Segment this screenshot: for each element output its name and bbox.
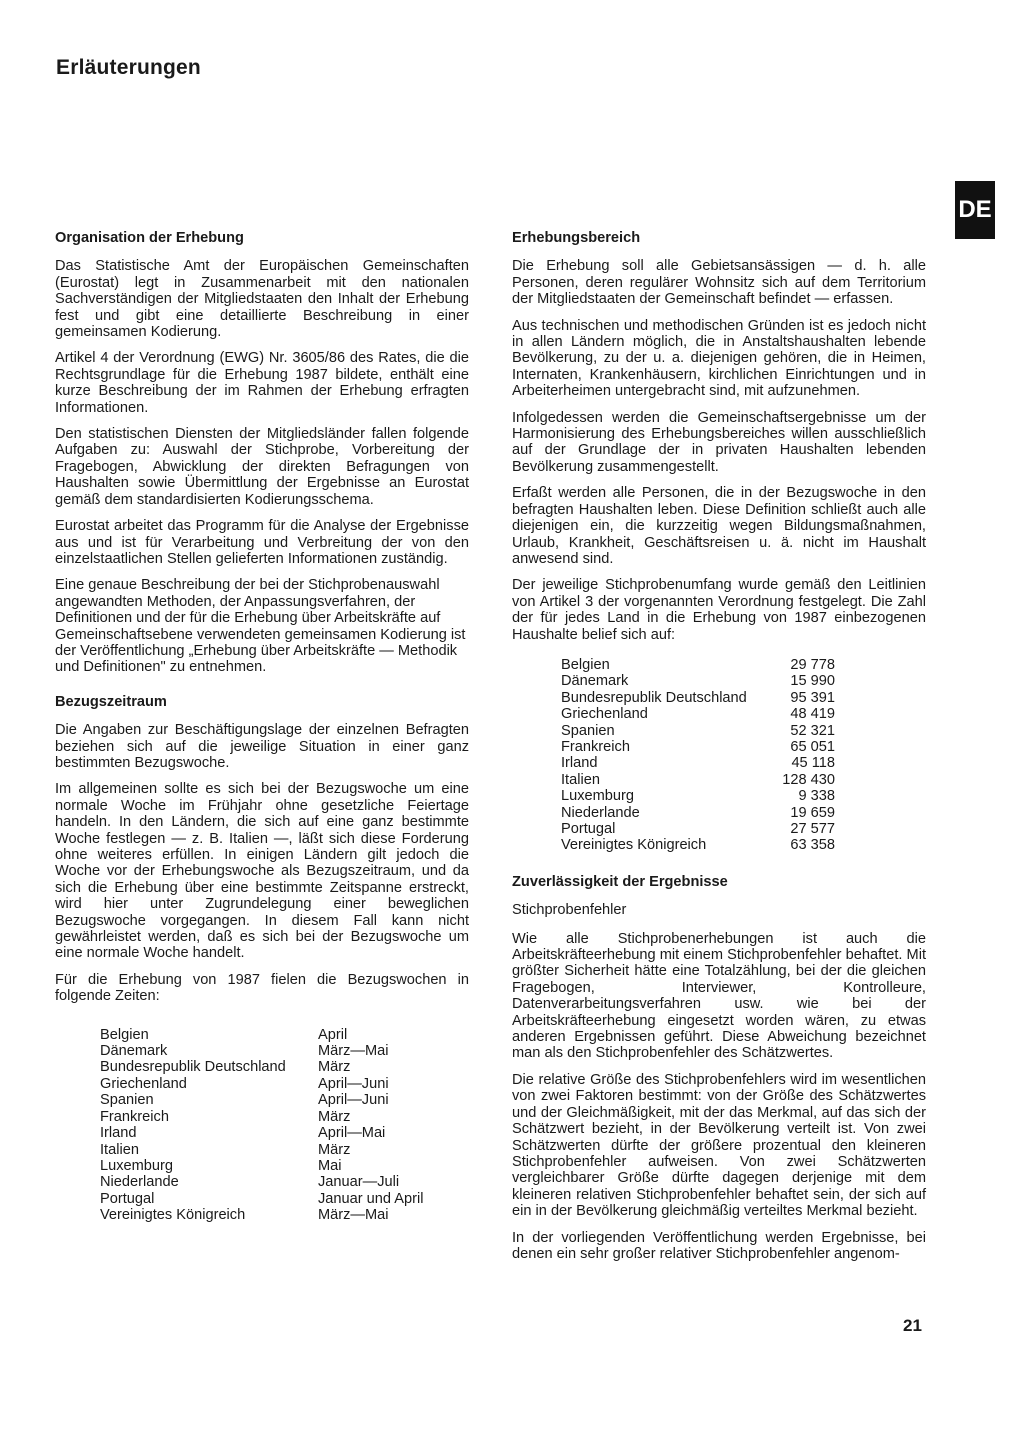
table-row	[561, 657, 835, 673]
country-cell: Vereinigtes Königreich	[561, 837, 707, 854]
country-cell: Bundesrepublik Deutschland	[561, 689, 747, 706]
table-row	[100, 1125, 423, 1141]
right-column	[512, 230, 926, 1272]
reference-weeks-table	[100, 1027, 423, 1224]
paragraph: Den statistischen Diensten der Mitgliedsländer fallen folgende Aufgaben zu: Auswahl der Stichprobe, Vorbereitung der Fragebogen, Abwicklung der direkten Befragungen von Haushalten sowie Übermittlung der Ergebnisse an Eurostat gemäß dem standardisierten Kodierungsschema.	[55, 426, 469, 508]
paragraph: Infolgedessen werden die Gemeinschaftsergebnisse um der Harmonisierung des Erhebungsbereiches willen ausschließlich auf der Grundlage der in privaten Haushalten lebenden Bevölkerung zusammengestellt.	[512, 409, 926, 475]
table-row	[100, 1027, 423, 1043]
country-cell: Dänemark	[561, 673, 629, 690]
table-row	[561, 690, 835, 706]
table-row	[100, 1191, 423, 1207]
period-cell: Januar—Juli	[318, 1174, 400, 1191]
left-column	[55, 230, 469, 1224]
paragraph: Für die Erhebung von 1987 fielen die Bezugswochen in folgende Zeiten:	[55, 971, 469, 1005]
table-row	[100, 1174, 423, 1190]
country-cell: Spanien	[100, 1092, 154, 1109]
country-cell: Luxemburg	[100, 1157, 174, 1174]
paragraph: Eine genaue Beschreibung der bei der Stichprobenauswahl angewandten Methoden, der Anpassungsverfahren, der Definitionen und der für die Erhebung über Arbeitskräfte auf Gemeinschaftsebene verwendeten gemeinsamen Kodierung ist der Veröffentlichung „Erhebung über Arbeitskräfte — Methodik und Definitionen" zu entnehmen.	[55, 577, 466, 676]
households-cell: 29 778	[790, 656, 835, 673]
table-row	[561, 755, 835, 771]
paragraph: Die relative Größe des Stichprobenfehlers wird im wesentlichen von zwei Faktoren bestimmt: von der Größe des Schätzwertes und der Gleichmäßigkeit, mit der das Merkmal, auf das sich der Schätzwert bezieht, in der Bevölkerung verteilt ist. Von zwei Schätzwerten dürfte der größere prozentual den kleineren Stichprobenfehler aufweisen. Von zwei Schätzwerten vergleichbarer Größe dürfte dagegen derjenige mit dem kleineren relativen Stichprobenfehler behaftet sein, der sich auf ein in der Bevölkerung gleichmäßig verteiltes Merkmal bezieht.	[512, 1071, 926, 1220]
households-cell: 52 321	[790, 722, 835, 739]
table-row	[100, 1059, 423, 1075]
table-row	[100, 1043, 423, 1059]
table-row	[100, 1207, 423, 1223]
country-cell: Italien	[561, 771, 600, 788]
country-cell: Vereinigtes Königreich	[100, 1207, 246, 1224]
section-heading-organisation: Organisation der Erhebung	[55, 230, 244, 246]
paragraph: Aus technischen und methodischen Gründen ist es jedoch nicht in allen Ländern möglich, die in Anstaltshaushalten lebende Bevölkerung, zu der u. a. diejenigen gehören, die in Heimen, Internaten, Krankenhäusern, kirchlichen Einrichtungen und in Arbeiterheimen untergebracht sind, mit aufzunehmen.	[512, 317, 926, 400]
period-cell: Januar und April	[318, 1190, 424, 1207]
table-row	[100, 1109, 423, 1125]
paragraph: Der jeweilige Stichprobenumfang wurde gemäß den Leitlinien von Artikel 3 der vorgenannten Verordnung festgelegt. Die Zahl der für jedes Land in die Erhebung von 1987 einbezogenen Haushalte belief sich auf:	[512, 577, 926, 643]
paragraph: Erfaßt werden alle Personen, die in der Bezugswoche in den befragten Haushalten leben. Diese Definition schließt auch alle diejenigen ein, die kurzzeitig wegen Bildungsmaßnahmen, Urlaub, Krankheit, Geschäftsreisen u. ä. nicht im Haushalt anwesend sind.	[512, 485, 926, 567]
paragraph: In der vorliegenden Veröffentlichung werden Ergebnisse, bei denen ein sehr großer relativer Stichprobenfehler angenom-	[512, 1229, 926, 1262]
period-cell: April—Juni	[318, 1075, 389, 1092]
country-cell: Portugal	[561, 821, 616, 837]
subheading-stichprobenfehler: Stichprobenfehler	[512, 902, 627, 919]
period-cell: April—Juni	[318, 1092, 389, 1109]
period-cell: März	[318, 1059, 351, 1076]
households-cell: 128 430	[782, 771, 835, 788]
table-row	[100, 1092, 423, 1108]
country-cell: Luxemburg	[561, 788, 635, 805]
country-cell: Bundesrepublik Deutschland	[100, 1059, 286, 1076]
country-cell: Irland	[561, 755, 598, 772]
table-row	[561, 837, 835, 853]
table-row	[561, 788, 835, 804]
section-heading-bezugszeitraum: Bezugszeitraum	[55, 693, 167, 710]
households-cell: 48 419	[790, 706, 835, 723]
table-row	[561, 805, 835, 821]
country-cell: Belgien	[561, 656, 610, 673]
section-heading-erhebungsbereich: Erhebungsbereich	[512, 230, 641, 246]
paragraph: Die Erhebung soll alle Gebietsansässigen — d. h. alle Personen, deren regulärer Wohnsitz sich auf dem Territorium der Mitgliedstaaten der Gemeinschaft befindet — erfassen.	[512, 258, 926, 308]
section-heading-zuverlaessigkeit: Zuverlässigkeit der Ergebnisse	[512, 873, 728, 890]
table-row	[561, 673, 835, 689]
table-row	[100, 1076, 423, 1092]
households-cell: 15 990	[790, 673, 835, 690]
paragraph: Eurostat arbeitet das Programm für die Analyse der Ergebnisse aus und ist für Verarbeitung und Verbreitung der von den einzelstaatlichen Stellen gelieferten Informationen zuständig.	[55, 518, 469, 567]
country-cell: Niederlande	[561, 804, 640, 821]
table-row	[561, 772, 835, 788]
households-cell: 27 577	[790, 821, 835, 837]
table-row	[561, 739, 835, 755]
country-cell: Griechenland	[561, 706, 648, 723]
period-cell: März	[318, 1141, 351, 1158]
table-row	[561, 821, 835, 837]
households-cell: 95 391	[790, 689, 835, 706]
period-cell: April—Mai	[318, 1125, 386, 1142]
language-tab: DE	[955, 181, 995, 239]
table-row	[561, 706, 835, 722]
households-cell: 45 118	[791, 755, 835, 772]
households-cell: 65 051	[790, 738, 835, 755]
country-cell: Dänemark	[100, 1043, 168, 1060]
table-row	[561, 723, 835, 739]
country-cell: Belgien	[100, 1026, 149, 1043]
country-cell: Griechenland	[100, 1075, 187, 1092]
page-title: Erläuterungen	[56, 56, 201, 79]
country-cell: Irland	[100, 1125, 137, 1142]
country-cell: Frankreich	[100, 1108, 169, 1125]
households-cell: 63 358	[790, 837, 835, 854]
paragraph: Die Angaben zur Beschäftigungslage der einzelnen Befragten beziehen sich auf die jeweilige Situation in einer ganz bestimmten Bezugswoche.	[55, 722, 469, 771]
period-cell: März—Mai	[318, 1207, 389, 1224]
country-cell: Spanien	[561, 722, 615, 739]
country-cell: Frankreich	[561, 738, 630, 755]
paragraph: Das Statistische Amt der Europäischen Gemeinschaften (Eurostat) legt in Zusammenarbeit mit den nationalen Sachverständigen der Mitgliedstaaten den Inhalt der Erhebung fest und gibt eine detaillierte Beschreibung in einer gemeinsamen Kodierung.	[55, 258, 469, 341]
period-cell: März	[318, 1108, 351, 1125]
country-cell: Niederlande	[100, 1174, 179, 1191]
country-cell: Italien	[100, 1141, 139, 1158]
period-cell: Mai	[318, 1157, 342, 1174]
page-number: 21	[903, 1316, 922, 1335]
paragraph: Im allgemeinen sollte es sich bei der Bezugswoche um eine normale Woche im Frühjahr ohne gesetzliche Feiertage handeln. In den Ländern, die sich auf eine ganz bestimmte Woche festlegen — z. B. Italien —, läßt sich diese Forderung ohne weiteres erfüllen. In einigen Ländern gilt jedoch die Woche vor der Erhebungswoche als Bezugszeitraum, und da sich die Erhebung über eine bestimmte Zeitspanne erstreckt, wird hier unter Zugrundelegung einer beweglichen Bezugswoche vorgegangen. In diesem Fall kann nicht gewährleistet werden, daß es sich bei der Bezugswoche um eine normale Woche handelt.	[55, 781, 469, 962]
households-cell: 19 659	[790, 804, 835, 821]
households-cell: 9 338	[798, 788, 835, 805]
paragraph: Artikel 4 der Verordnung (EWG) Nr. 3605/86 des Rates, die die Rechtsgrundlage für die Erhebung 1987 bildete, enthält eine kurze Beschreibung der im Rahmen der Erhebung erfragten Informationen.	[55, 350, 469, 416]
table-row	[100, 1142, 423, 1158]
period-cell: März—Mai	[318, 1043, 389, 1060]
country-cell: Portugal	[100, 1190, 155, 1207]
paragraph: Wie alle Stichprobenerhebungen ist auch die Arbeitskräfteerhebung mit einem Stichprobenfehler behaftet. Mit größter Sicherheit hätte eine Totalzählung, bei der die gleichen Fragebogen, Interviewer, Kontrolleure, Datenverarbeitungsverfahren usw. wie bei der Arbeitskräfteerhebung eingesetzt worden wären, zu etwas anderen Ergebnissen geführt. Diese Abweichung bezeichnet man als den Stichprobenfehler des Schätzwertes.	[512, 930, 926, 1062]
table-row	[100, 1158, 423, 1174]
period-cell: April	[318, 1026, 348, 1043]
sample-sizes-table	[561, 657, 835, 854]
